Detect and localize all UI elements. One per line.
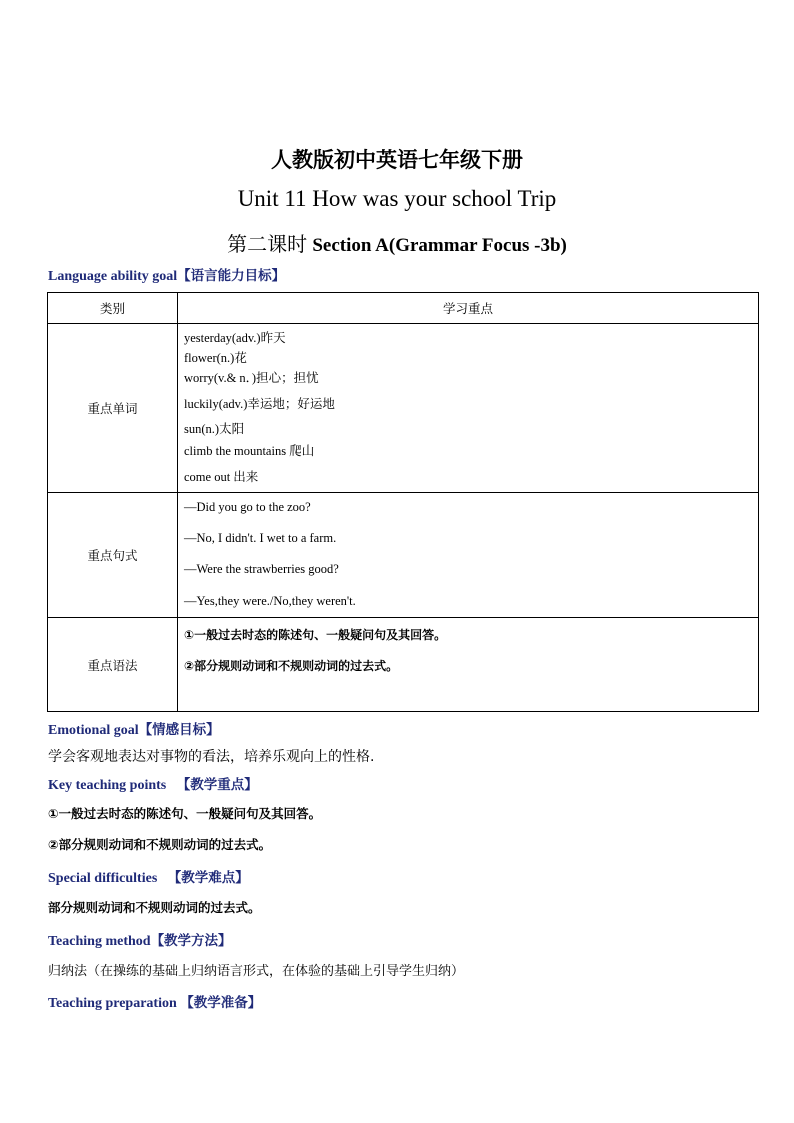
list-item: climb the mountains 爬山	[184, 444, 315, 458]
method-label-en: Teaching method	[48, 934, 151, 949]
key-points-label-en: Key teaching points	[48, 778, 167, 793]
unit-title: Unit 11 How was your school Trip	[237, 186, 557, 211]
emotional-goal-text: 学会客观地表达对事物的看法，培养乐观向上的性格.	[48, 749, 375, 765]
table-row-category: 重点语法	[48, 618, 178, 712]
list-item: ②部分规则动词和不规则动词的过去式。	[184, 659, 399, 673]
table-header-category: 类别	[48, 293, 178, 324]
document-title: 人教版初中英语七年级下册	[271, 148, 523, 172]
list-item: —Yes,they were./No,they weren't.	[184, 594, 356, 608]
preparation-heading	[48, 991, 261, 1012]
list-item: luckily(adv.)幸运地；好运地	[184, 397, 335, 411]
language-goal-label-zh: 【语言能力目标】	[177, 268, 286, 284]
table-header-focus: 学习重点	[178, 293, 759, 324]
table-row	[48, 324, 759, 493]
key-point-item: ①一般过去时态的陈述句、一般疑问句及其回答。	[48, 806, 322, 821]
key-point-item: ②部分规则动词和不规则动词的过去式。	[48, 837, 272, 852]
lesson-title	[0, 228, 794, 257]
list-item: yesterday(adv.)昨天	[184, 331, 286, 345]
lesson-title-en: Section A(Grammar Focus -3b)	[312, 235, 567, 256]
list-item: come out 出来	[184, 470, 259, 484]
list-item: ①一般过去时态的陈述句、一般疑问句及其回答。	[184, 628, 447, 642]
emotional-goal-heading	[48, 718, 220, 739]
table-header-row	[48, 293, 759, 324]
method-label-zh: 【教学方法】	[150, 933, 232, 949]
list-item: —Were the strawberries good?	[184, 562, 339, 576]
difficulties-label-en: Special difficulties	[48, 871, 158, 886]
difficulties-text: 部分规则动词和不规则动词的过去式。	[48, 900, 261, 915]
preparation-label-zh: 【教学准备】	[180, 995, 262, 1011]
preparation-label-en: Teaching preparation	[48, 996, 177, 1011]
difficulties-label-zh: 【教学难点】	[167, 870, 249, 886]
table-row-content	[178, 618, 759, 712]
table-row	[48, 618, 759, 712]
key-points-label-zh: 【教学重点】	[176, 777, 258, 793]
table-row-content	[178, 324, 759, 493]
method-text: 归纳法（在操练的基础上归纳语言形式，在体验的基础上引导学生归纳）	[48, 964, 465, 979]
table-row-category: 重点句式	[48, 493, 178, 618]
list-item: —No, I didn't. I wet to a farm.	[184, 531, 337, 545]
list-item: flower(n.)花	[184, 351, 247, 365]
lesson-title-zh: 第二课时	[227, 232, 308, 256]
table-row	[48, 493, 759, 618]
language-goal-label-en: Language ability goal	[48, 269, 178, 284]
emotional-goal-label-en: Emotional goal	[48, 723, 139, 738]
emotional-goal-label-zh: 【情感目标】	[138, 722, 220, 738]
list-item: worry(v.& n．)担心；担忧	[184, 371, 319, 385]
language-goal-heading	[48, 264, 285, 285]
learning-focus-table	[47, 292, 759, 712]
method-heading	[48, 929, 232, 950]
table-row-category: 重点单词	[48, 324, 178, 493]
list-item: —Did you go to the zoo?	[184, 500, 311, 514]
key-points-heading	[48, 773, 258, 794]
list-item: sun(n.)太阳	[184, 422, 245, 436]
table-row-content	[178, 493, 759, 618]
difficulties-heading	[48, 866, 249, 887]
